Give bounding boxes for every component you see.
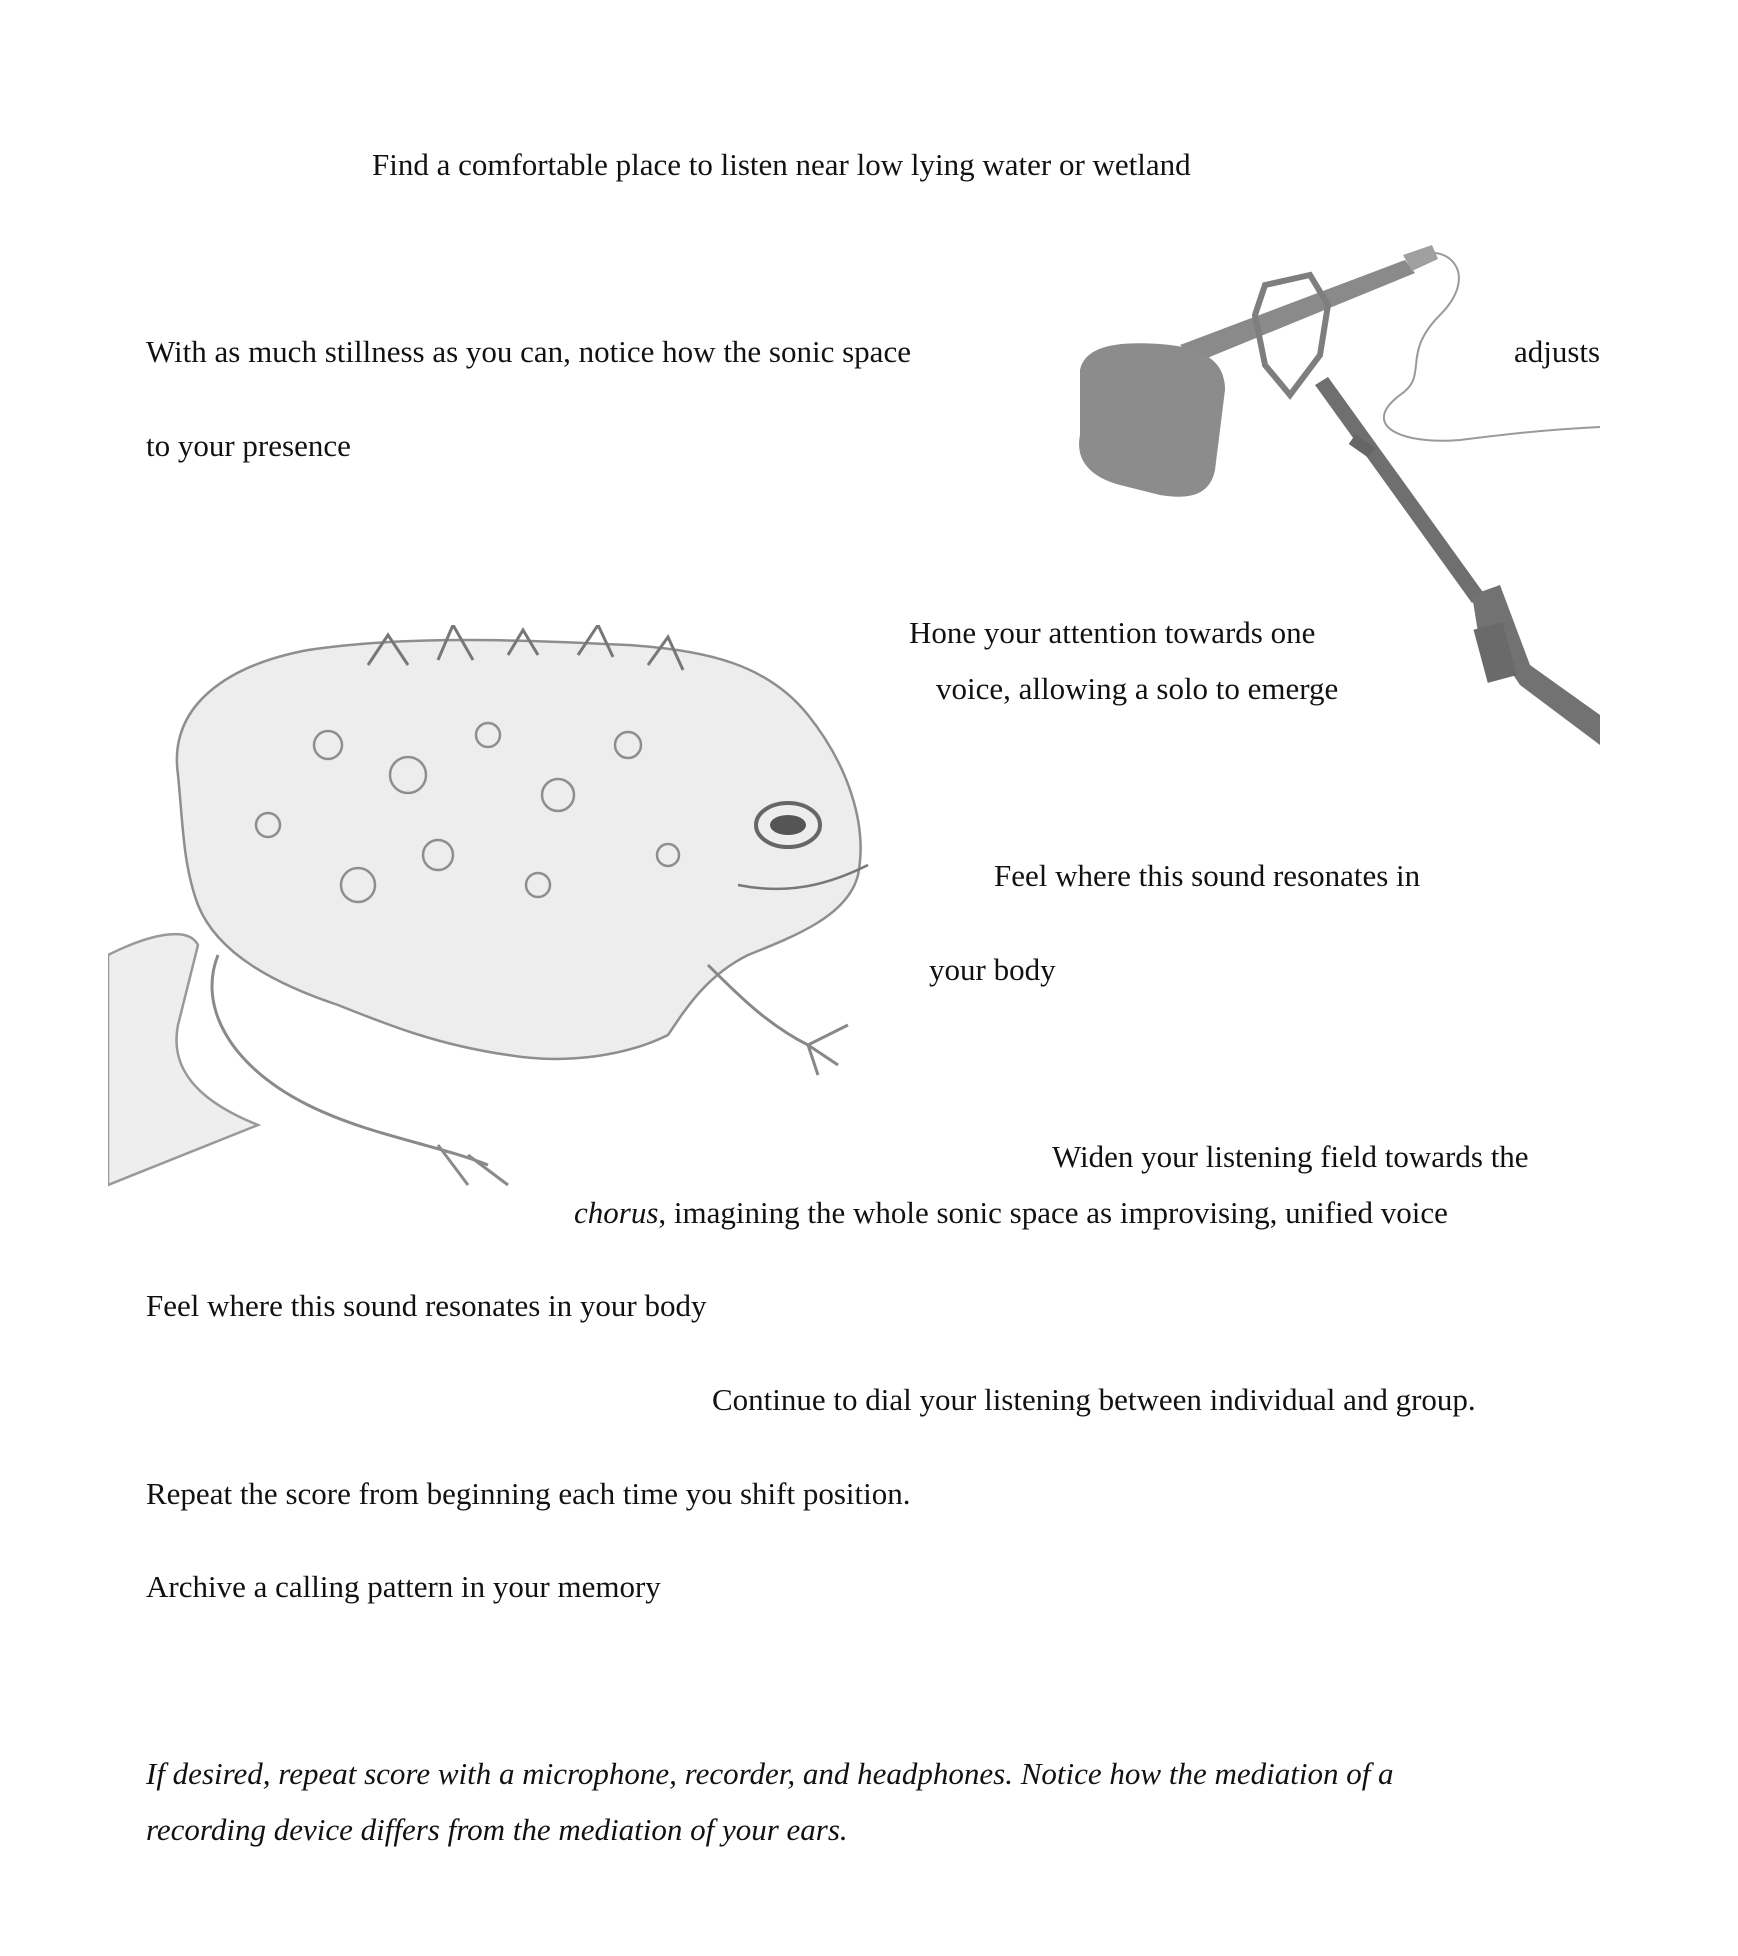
score-line-solo: voice, allowing a solo to emerge [936,671,1339,706]
score-line-hone-attention: Hone your attention towards one [909,615,1316,650]
score-line-repeat: Repeat the score from beginning each time you shift position. [146,1476,911,1511]
note-line-1: If desired, repeat score with a microphone, recorder, and headphones. Notice how the mediation of a [146,1756,1394,1791]
score-line-archive: Archive a calling pattern in your memory [146,1569,661,1604]
score-line-your-body: your body [929,952,1056,987]
chorus-emphasis: chorus [574,1195,659,1230]
toad-drawing [108,625,978,1215]
score-line-adjusts: adjusts [1514,334,1601,369]
note-line-2: recording device differs from the mediation of your ears. [146,1812,848,1847]
score-line-widen: Widen your listening field towards the [1052,1139,1529,1174]
score-line-feel-body: Feel where this sound resonates in your body [146,1288,707,1323]
score-line-continue-dial: Continue to dial your listening between individual and group. [712,1382,1476,1417]
score-line-resonates-in: Feel where this sound resonates in [994,858,1421,893]
toad-icon [108,625,868,1185]
score-line-chorus [574,1194,1448,1232]
score-line-stillness: With as much stillness as you can, notice how the sonic space [146,334,911,369]
microphone-drawing [1060,245,1620,810]
score-line-find-place: Find a comfortable place to listen near low lying water or wetland [372,147,1191,182]
chorus-rest: , imagining the whole sonic space as improvising, unified voice [658,1195,1448,1230]
score-line-presence: to your presence [146,428,351,463]
